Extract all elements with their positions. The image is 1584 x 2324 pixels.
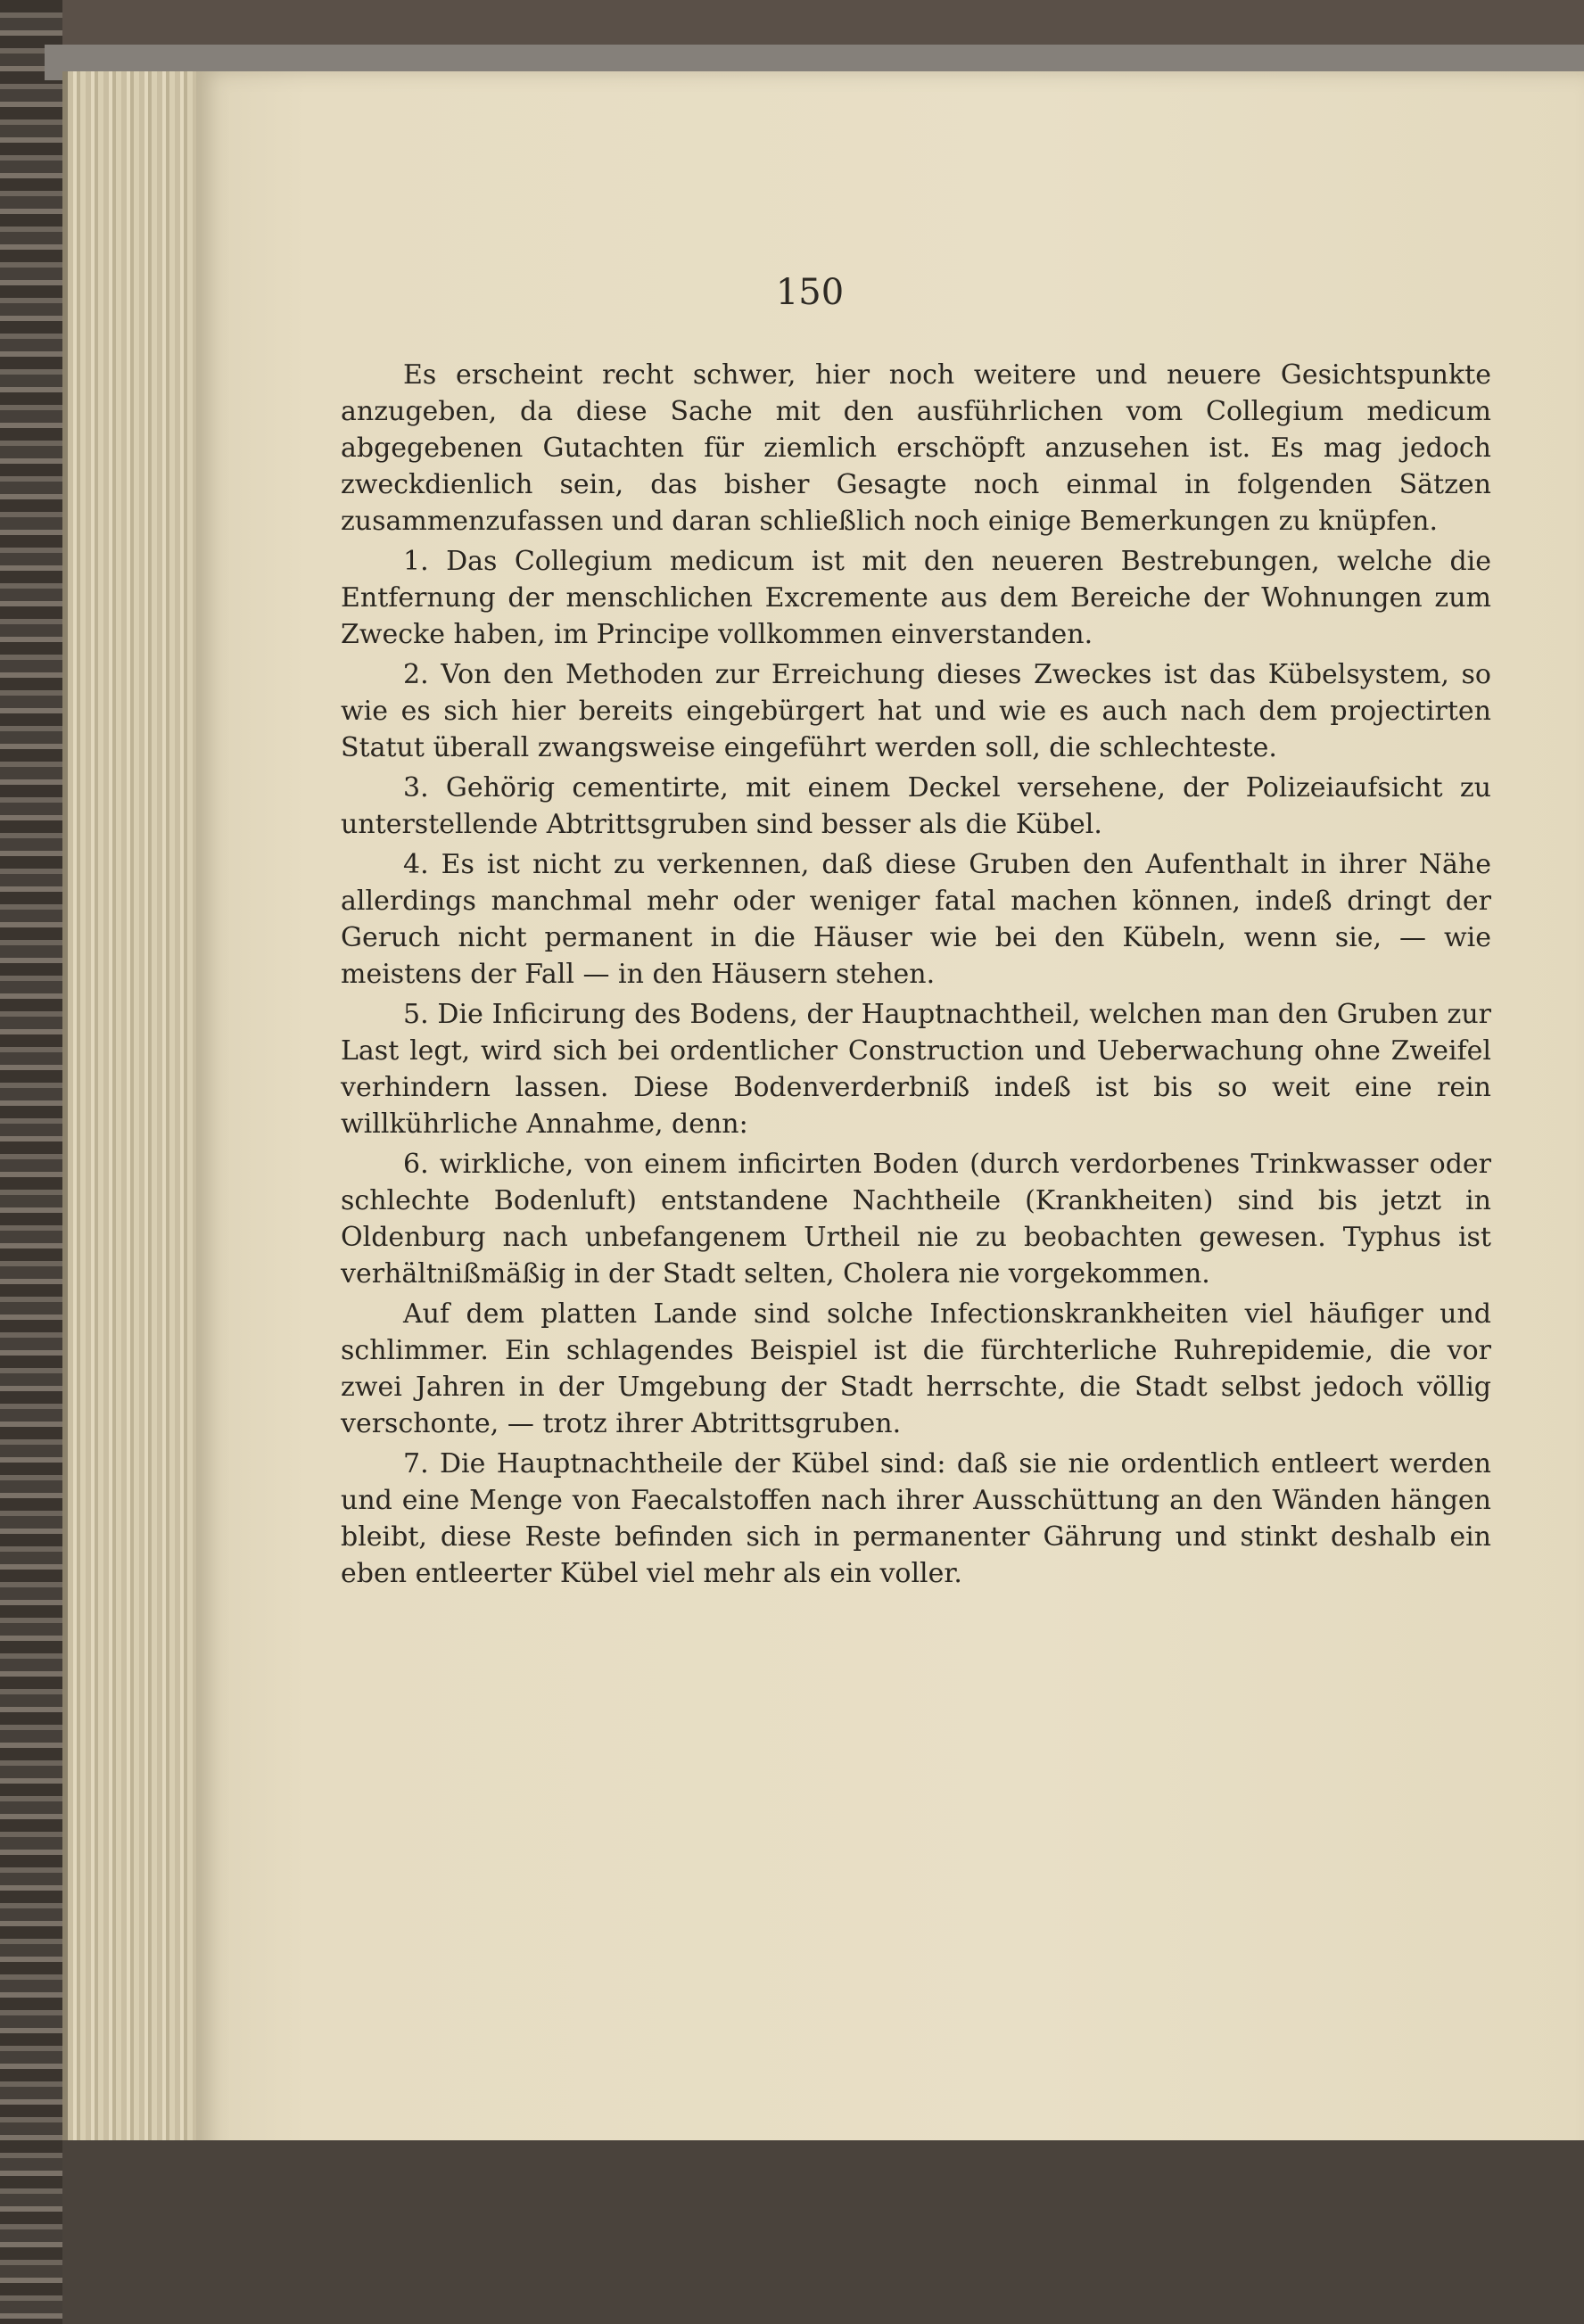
paragraph-intro: Es erscheint recht schwer, hier noch weitere und neuere Gesichtspunkte anzugeben, da diese Sache mit den ausführlichen vom Collegium medicum abgegebenen Gutachten für ziemlich erschöpft anzusehen ist. Es mag jedoch zweckdienlich sein, das bisher Gesagte noch einmal in folgenden Sätzen zusammenzufassen und daran schließlich noch einige Bemerkungen zu knüpfen. xyxy=(341,359,1491,537)
paragraph-point-3: 3. Gehörig cementirte, mit einem Deckel versehene, der Polizeiaufsicht zu unterstellende Abtrittsgruben sind besser als die Kübel. xyxy=(341,772,1491,840)
cover-board-bottom xyxy=(62,2140,1584,2324)
page-edges xyxy=(62,71,202,2212)
book-spine xyxy=(0,0,62,2324)
paragraph-point-2: 2. Von den Methoden zur Erreichung dieses Zweckes ist das Kübelsystem, so wie es sich hier bereits eingebürgert hat und wie es auch nach dem projectirten Statut überall zwangsweise eingeführt werden soll, die schlechteste. xyxy=(341,659,1491,763)
paragraph-point-4: 4. Es ist nicht zu verkennen, daß diese Gruben den Aufenthalt in ihrer Nähe allerdings manchmal mehr oder weniger fatal machen können, indeß dringt der Geruch nicht permanent in die Häuser wie bei den Kübeln, wenn sie, — wie meistens der Fall — in den Häusern stehen. xyxy=(341,849,1491,990)
paragraph-point-5: 5. Die Inficirung des Bodens, der Hauptnachtheil, welchen man den Gruben zur Last legt, wird sich bei ordentlicher Construction und Ueberwachung ohne Zweifel verhindern lassen. Diese Bodenverderbniß indeß ist bis so weit eine rein willkührliche Annahme, denn: xyxy=(341,999,1491,1140)
paragraph-point-6: 6. wirkliche, von einem inficirten Boden (durch verdorbenes Trinkwasser oder schlechte Bodenluft) entstandene Nachtheile (Krankheiten) sind bis jetzt in Oldenburg nach unbefangenem Urtheil nie zu beobachten gewesen. Typhus ist verhältnißmäßig in der Stadt selten, Cholera nie vorgekommen. xyxy=(341,1149,1491,1290)
paragraph-point-7: 7. Die Hauptnachtheile der Kübel sind: daß sie nie ordentlich entleert werden und eine Menge von Faecalstoffen nach ihrer Ausschüttung an den Wänden hängen bleibt, diese Reste befinden sich in permanenter Gährung und stinkt deshalb ein eben entleerter Kübel viel mehr als ein voller. xyxy=(341,1448,1491,1589)
paragraph-rural-note: Auf dem platten Lande sind solche Infectionskrankheiten viel häufiger und schlimmer. Ein schlagendes Beispiel ist die fürchterliche Ruhrepidemie, die vor zwei Jahren in der Umgebung der Stadt herrschte, die Stadt selbst jedoch völlig verschonte, — trotz ihrer Abtrittsgruben. xyxy=(341,1298,1491,1439)
page-number: 150 xyxy=(775,272,845,313)
paragraph-point-1: 1. Das Collegium medicum ist mit den neueren Bestrebungen, welche die Entfernung der menschlichen Excremente aus dem Bereiche der Wohnungen zum Zwecke haben, im Principe vollkommen einverstanden. xyxy=(341,546,1491,650)
page-body xyxy=(341,357,1491,1595)
